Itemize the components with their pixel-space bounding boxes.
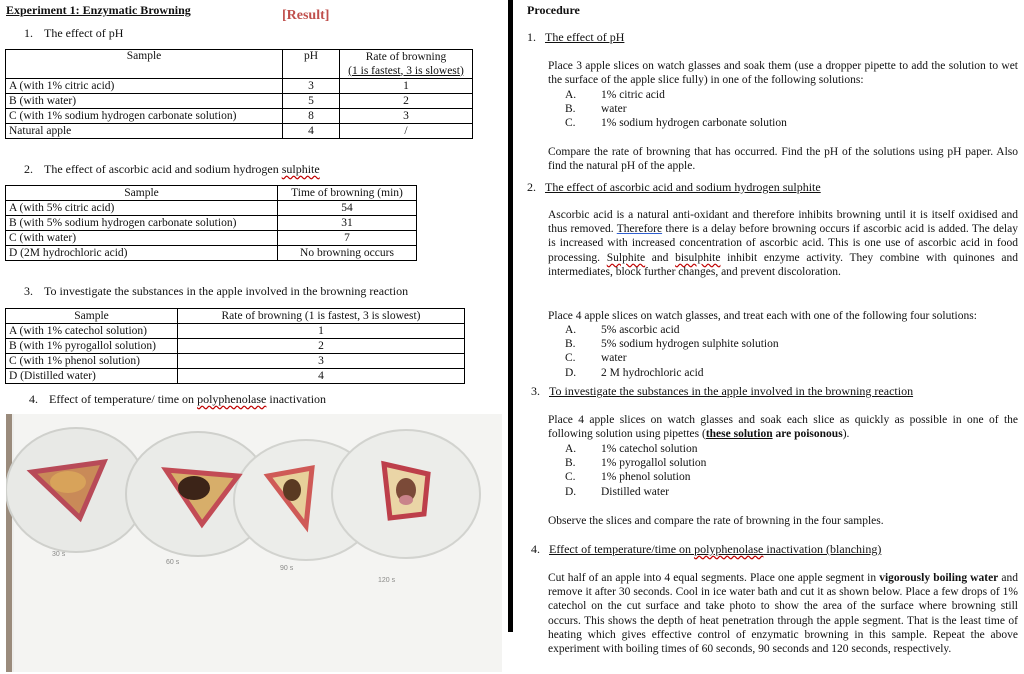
table-row: B (with 1% pyrogallol solution) 2 xyxy=(6,339,465,354)
procedure-1-paragraph: Place 3 apple slices on watch glasses and soak them (use a dropper pipette to add the solution to wet the surface of the apple slice fully) in one of the following solutions: xyxy=(548,60,1018,87)
table-row: Natural apple 4 / xyxy=(6,124,473,139)
list-item: A. 1% citric acid xyxy=(565,89,665,101)
table-row: C (with 1% phenol solution) 3 xyxy=(6,354,465,369)
procedure-section-3-heading: 3. To investigate the substances in the apple involved in the browning reaction xyxy=(531,384,914,398)
procedure-3-paragraph: Place 4 apple slices on watch glasses and soak each slice as quickly as possible in one of the following solution using pipettes (these solution are poisonous). xyxy=(548,414,1018,441)
result-section-2-heading: 2. The effect of ascorbic acid and sodium hydrogen sulphite xyxy=(24,162,320,176)
table-row: C (with water) 7 xyxy=(6,231,417,246)
procedure-1-list xyxy=(565,88,787,131)
list-item: C. 1% phenol solution xyxy=(565,471,691,484)
experiment-title: Experiment 1: Enzymatic Browning xyxy=(6,3,191,17)
result-section-1-heading: 1. The effect of pH xyxy=(24,26,124,40)
procedure-4-paragraph: Cut half of an apple into 4 equal segments. Place one apple segment in vigorously boiling water and remove it after 30 seconds. Cool in ice water bath and cut it as shown below. Place a few drops of 1% catechol on the cut surface and take photo to show the area of the surface where browning still occurs. This shows the depth of heat penetration through the apple segment. That is the least time of heating which gives effective control of enzymatic browning in this sample. Repeat the above experiment with boiling times of 60 seconds, 90 seconds and 120 seconds, respectively. xyxy=(548,572,1018,656)
result-section-3-heading: 3. To investigate the substances in the apple involved in the browning reaction xyxy=(24,284,409,298)
substances-results-table xyxy=(5,308,465,384)
table-row: A (with 1% citric acid) 3 1 xyxy=(6,79,473,94)
procedure-3-list xyxy=(565,442,706,499)
result-label: [Result] xyxy=(282,8,330,23)
procedure-2-paragraph-2: Place 4 apple slices on watch glasses, and treat each with one of the following four solutions: xyxy=(548,310,977,322)
ascorbic-results-table xyxy=(5,185,417,261)
photo-label-120s: 120 s xyxy=(378,577,396,584)
table-row: B (with 5% sodium hydrogen carbonate solution) 31 xyxy=(6,216,417,231)
list-item: D. Distilled water xyxy=(565,485,670,498)
list-item: B. 1% pyrogallol solution xyxy=(565,457,707,470)
procedure-title: Procedure xyxy=(527,3,580,17)
table-header-row: Sample Rate of browning (1 is fastest, 3 is slowest) xyxy=(6,309,465,324)
ph-results-table: Sample pH Rate of browning (1 is fastest, 3 is slowest) A (with 1% citric acid) 3 1 B (with water) 5 2 C (with 1% sodium hydrogen carbonate solution) 8 3 Natural apple 4 / xyxy=(5,49,473,139)
table-row: A (with 5% citric acid) 54 xyxy=(6,201,417,216)
procedure-2-paragraph: Ascorbic acid is a natural anti-oxidant and therefore inhibits browning until it is itself oxidised and thus removed. Therefore there is a delay before browning occurs if ascorbic acid is added. The delay is increased with increased concentration of ascorbic acid. This is one use of ascorbic acid in food processing. Sulphite and bisulphite inhibit enzyme activity. They combine with quinones and intermediates, block further changes, and prevent discoloration. xyxy=(548,209,1019,278)
procedure-section-4-heading: 4. Effect of temperature/time on polyphenolase inactivation (blanching) xyxy=(531,542,882,556)
list-item: C. 1% sodium hydrogen carbonate solution xyxy=(565,117,787,130)
table-header-row: Sample pH Rate of browning xyxy=(6,50,473,65)
procedure-section-2-heading: 2. The effect of ascorbic acid and sodium hydrogen sulphite xyxy=(527,180,821,194)
table-row: B (with water) 5 2 xyxy=(6,94,473,109)
procedure-section-1-heading: 1. The effect of pH xyxy=(527,30,625,44)
table-row: D (2M hydrochloric acid) No browning occurs xyxy=(6,246,417,261)
results-column xyxy=(0,0,510,674)
table-header-row: Sample Time of browning (min) xyxy=(6,186,417,201)
procedure-column xyxy=(527,0,1019,674)
list-item: C. water xyxy=(565,352,627,365)
list-item: B. 5% sodium hydrogen sulphite solution xyxy=(565,338,779,351)
photo-label-30s: 30 s xyxy=(52,551,66,558)
photo-label-90s: 90 s xyxy=(280,565,294,572)
column-divider xyxy=(508,0,513,632)
procedure-3-paragraph-2: Observe the slices and compare the rate of browning in the four samples. xyxy=(548,515,884,527)
list-item: A. 1% catechol solution xyxy=(565,443,698,455)
photo-label-60s: 60 s xyxy=(166,559,180,566)
procedure-2-list xyxy=(565,323,779,380)
list-item: A. 5% ascorbic acid xyxy=(565,324,680,336)
list-item: D. 2 M hydrochloric acid xyxy=(565,366,704,379)
table-row: C (with 1% sodium hydrogen carbonate solution) 8 3 xyxy=(6,109,473,124)
list-item: B. water xyxy=(565,103,627,116)
result-section-4-heading: 4. Effect of temperature/ time on polyphenolase inactivation xyxy=(29,392,327,406)
procedure-1-paragraph-2: Compare the rate of browning that has occurred. Find the pH of the solutions using pH paper. Also find the natural pH of the apple. xyxy=(548,146,1018,173)
apple-photo-illustration xyxy=(6,414,502,672)
table-row: D (Distilled water) 4 xyxy=(6,369,465,384)
blanching-photo xyxy=(6,414,502,672)
table-row: A (with 1% catechol solution) 1 xyxy=(6,324,465,339)
